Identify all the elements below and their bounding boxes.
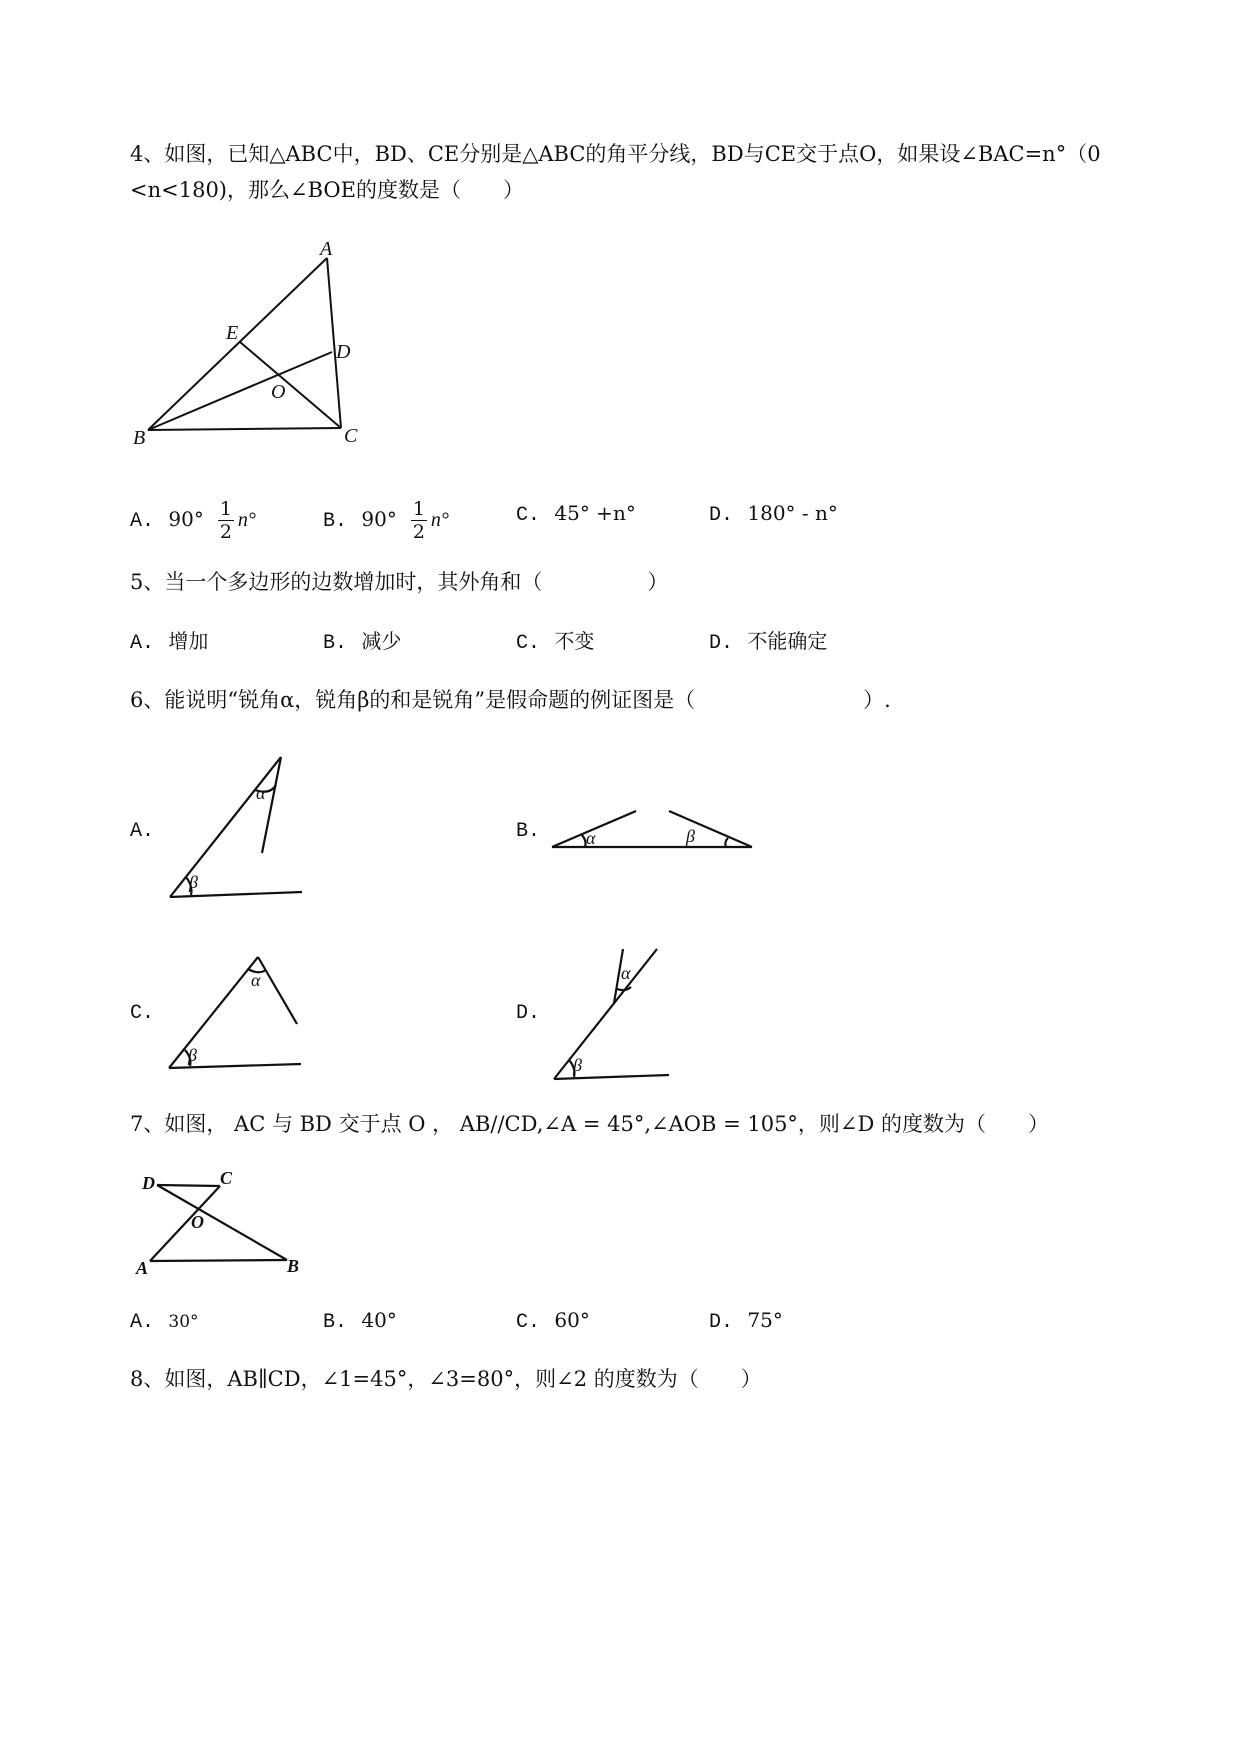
option-label: C.: [516, 632, 541, 655]
alpha-symbol: α: [621, 963, 631, 983]
option-label: D.: [709, 504, 734, 527]
beta-symbol: β: [189, 872, 198, 892]
fraction-numerator: 1: [219, 498, 232, 520]
option-text: 60°: [554, 1308, 590, 1332]
option-text: 不能确定: [747, 629, 828, 653]
q7-figure: [0, 0, 400, 1290]
option-label: B.: [516, 820, 541, 843]
q4-label-c: C: [344, 425, 358, 447]
option-text: 45° +n°: [554, 501, 636, 525]
q5-stem: 5、当一个多边形的边数增加时，其外角和（ ）: [130, 570, 669, 594]
q4-stem-line2: <n<180)，那么∠BOE的度数是（ ）: [130, 178, 524, 202]
q7-label-d: D: [142, 1173, 155, 1193]
option-label: A.: [130, 1311, 155, 1334]
option-text: 30°: [168, 1312, 199, 1332]
q7-label-b: B: [287, 1256, 300, 1276]
q7-option-a[interactable]: [130, 1305, 199, 1338]
q4-label-a: A: [320, 238, 333, 260]
q4-label-e: E: [226, 322, 239, 344]
q4-label-d: D: [336, 341, 351, 363]
fraction-denominator: 2: [219, 521, 232, 543]
q7-label-c: C: [220, 1168, 233, 1188]
q4-label-b: B: [133, 427, 146, 449]
option-label: B.: [323, 1311, 348, 1334]
option-text: 不变: [554, 629, 595, 653]
beta-symbol: β: [188, 1045, 197, 1065]
option-text: 减少: [361, 629, 402, 653]
option-text-post: n°: [237, 509, 256, 531]
alpha-symbol: α: [256, 783, 266, 803]
option-label: D.: [709, 632, 734, 655]
q8-stem: 8、如图，AB∥CD，∠1=45°，∠3=80°，则∠2 的度数为（ ）: [130, 1367, 762, 1391]
option-text-pre: 90°: [361, 507, 397, 531]
option-label: C.: [516, 1311, 541, 1334]
option-text: 180° - n°: [747, 501, 838, 525]
option-label: A.: [130, 820, 155, 843]
fraction-denominator: 2: [412, 521, 425, 543]
alpha-symbol: α: [251, 970, 261, 990]
option-label: D.: [709, 1311, 734, 1334]
fraction-numerator: 1: [412, 498, 425, 520]
option-text-pre: 90°: [168, 507, 204, 531]
option-label: A.: [130, 510, 155, 533]
option-label: B.: [323, 510, 348, 533]
option-text-post: n°: [430, 509, 449, 531]
option-text: 40°: [361, 1308, 397, 1332]
q7-stem: 7、如图， AC 与 BD 交于点 O ， AB//CD,∠A = 45°,∠AOB = 105°，则∠D 的度数为（ ）: [130, 1112, 1050, 1136]
option-label: C.: [130, 1002, 155, 1025]
beta-symbol: β: [686, 826, 695, 846]
q7-label-o: O: [191, 1212, 204, 1232]
q6-stem: 6、能说明“锐角α，锐角β的和是锐角”是假命题的例证图是（ ）.: [130, 688, 891, 712]
beta-symbol: β: [573, 1055, 582, 1075]
alpha-symbol: α: [586, 828, 596, 848]
option-label: D.: [516, 1002, 541, 1025]
q7-option-c[interactable]: [516, 1305, 590, 1338]
q4-label-o: O: [271, 381, 286, 403]
q7-option-d[interactable]: [709, 1305, 783, 1338]
option-text: 增加: [168, 629, 209, 653]
q7-label-a: A: [136, 1258, 149, 1278]
option-label: C.: [516, 504, 541, 527]
q4-stem-line1: 4、如图，已知△ABC中，BD、CE分别是△ABC的角平分线，BD与CE交于点O，如果设∠BAC=n°（0: [130, 142, 1101, 166]
option-label: A.: [130, 632, 155, 655]
q7-option-b[interactable]: [323, 1305, 397, 1338]
option-label: B.: [323, 632, 348, 655]
option-text: 75°: [747, 1308, 783, 1332]
